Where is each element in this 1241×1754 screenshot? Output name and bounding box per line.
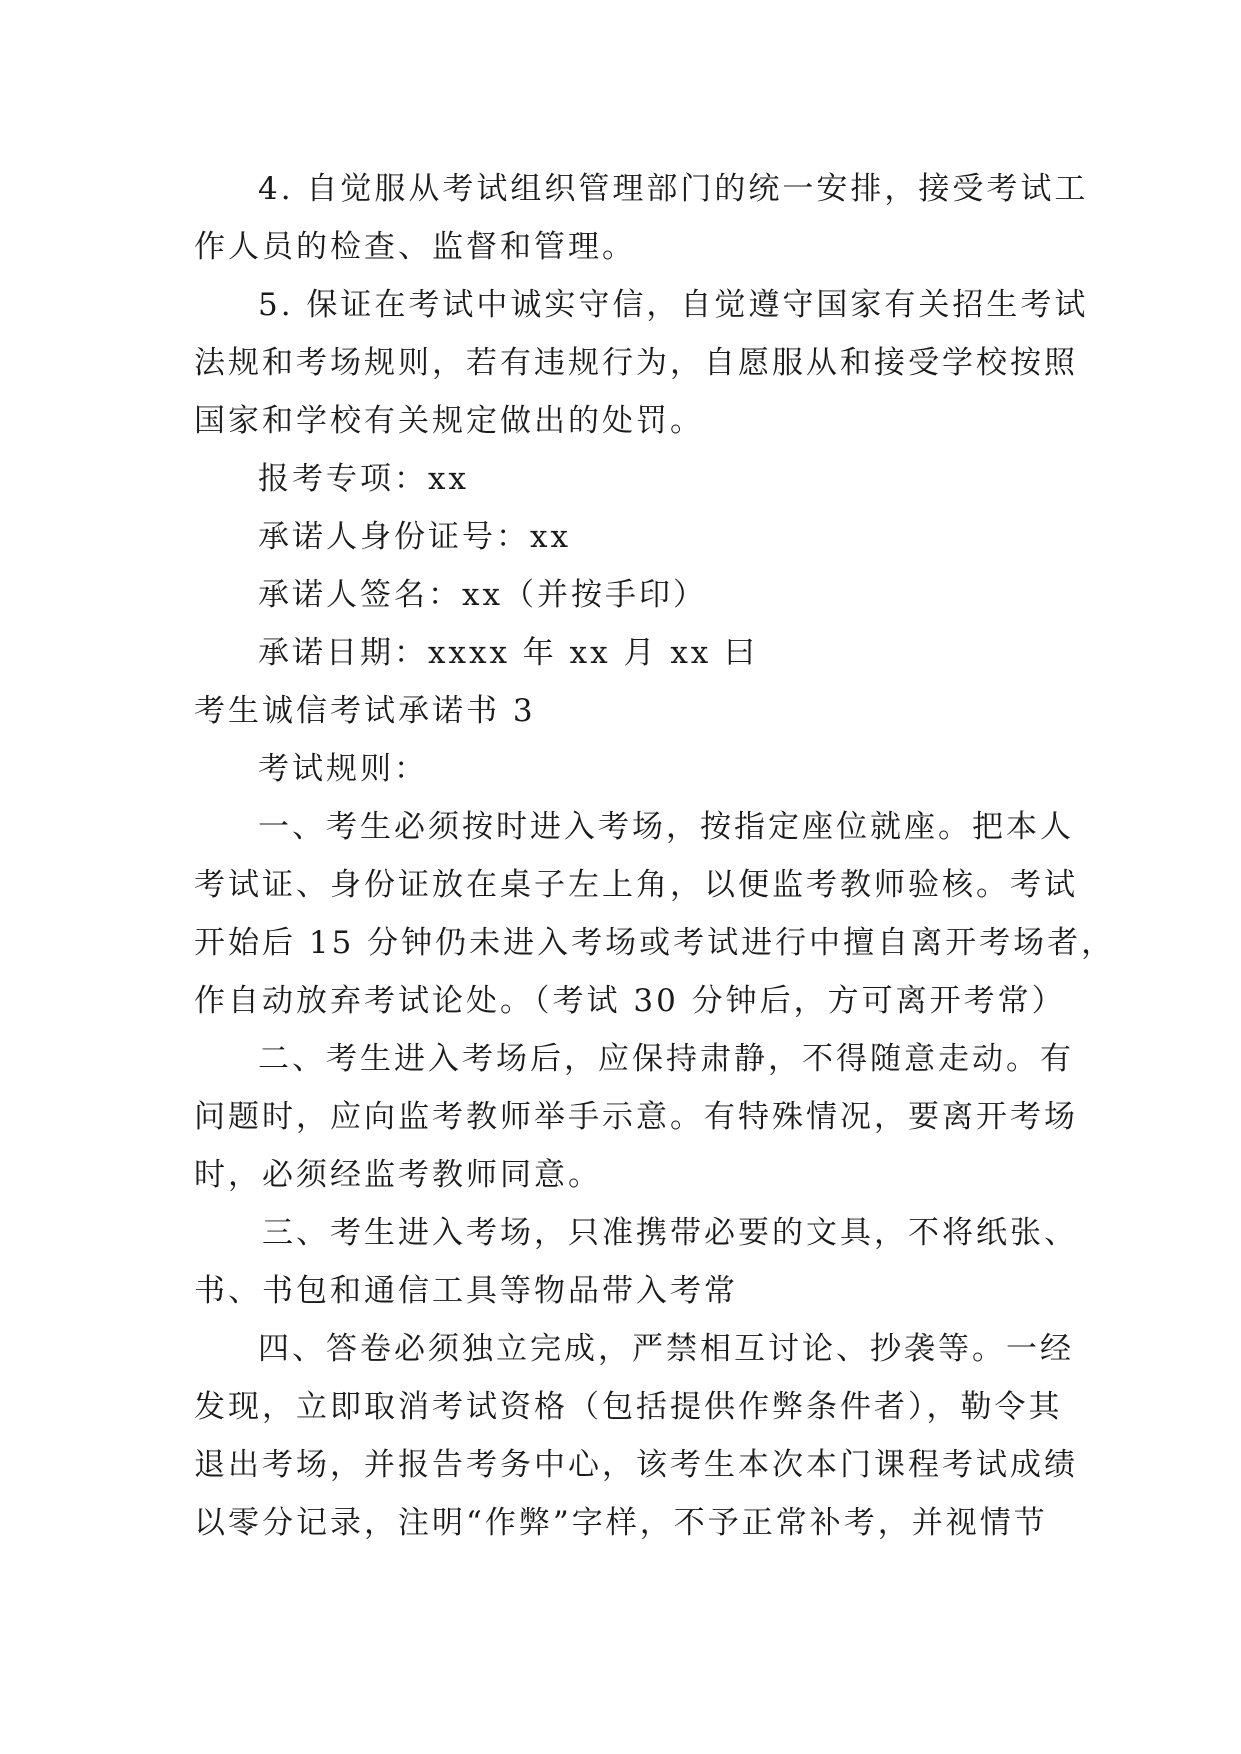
paragraph-line: 发现，立即取消考试资格（包括提供作弊条件者），勒令其 — [194, 1389, 1063, 1425]
paragraph-line: 退出考场，并报告考务中心，该考生本次本门课程考试成绩 — [194, 1447, 1078, 1483]
id-number-field: 承诺人身份证号：xx — [258, 519, 571, 555]
paragraph-line: 四、答卷必须独立完成，严禁相互讨论、抄袭等。一经 — [258, 1331, 1074, 1367]
paragraph-line: 国家和学校有关规定做出的处罚。 — [194, 403, 704, 439]
paragraph-line: 书、书包和通信工具等物品带入考常 — [194, 1273, 738, 1309]
paragraph-line: 一、考生必须按时进入考场，按指定座位就座。把本人 — [258, 809, 1074, 845]
date-field: 承诺日期：xxxx 年 xx 月 xx 曰 — [258, 635, 759, 671]
paragraph-line: 时，必须经监考教师同意。 — [194, 1157, 602, 1193]
document-body — [194, 160, 1116, 1552]
paragraph-line: 三、考生进入考场，只准携带必要的文具，不将纸张、 — [262, 1215, 1078, 1251]
paragraph-line: 二、考生进入考场后，应保持肃静，不得随意走动。有 — [258, 1041, 1074, 1077]
paragraph-line: 5. 保证在考试中诚实守信，自觉遵守国家有关招生考试 — [258, 287, 1089, 323]
paragraph-line: 作自动放弃考试论处。（考试 30 分钟后，方可离开考常） — [194, 983, 1066, 1019]
exam-item-field: 报考专项：xx — [258, 461, 469, 497]
signature-field: 承诺人签名：xx（并按手印） — [258, 577, 707, 613]
paragraph-line: 以零分记录，注明“作弊”字样，不予正常补考，并视情节 — [194, 1505, 1048, 1541]
rules-heading: 考试规则： — [258, 751, 428, 787]
paragraph-line: 作人员的检查、监督和管理。 — [194, 229, 636, 265]
paragraph-line: 考试证、身份证放在桌子左上角，以便监考教师验核。考试 — [194, 867, 1078, 903]
paragraph-line: 问题时，应向监考教师举手示意。有特殊情况，要离开考场 — [194, 1099, 1078, 1135]
paragraph-line: 开始后 15 分钟仍未进入考场或考试进行中擅自离开考场者， — [194, 925, 1116, 961]
paragraph-line: 法规和考场规则，若有违规行为，自愿服从和接受学校按照 — [194, 345, 1078, 381]
paragraph-line: 4. 自觉服从考试组织管理部门的统一安排，接受考试工 — [258, 171, 1089, 207]
section-title: 考生诚信考试承诺书 3 — [194, 693, 536, 729]
